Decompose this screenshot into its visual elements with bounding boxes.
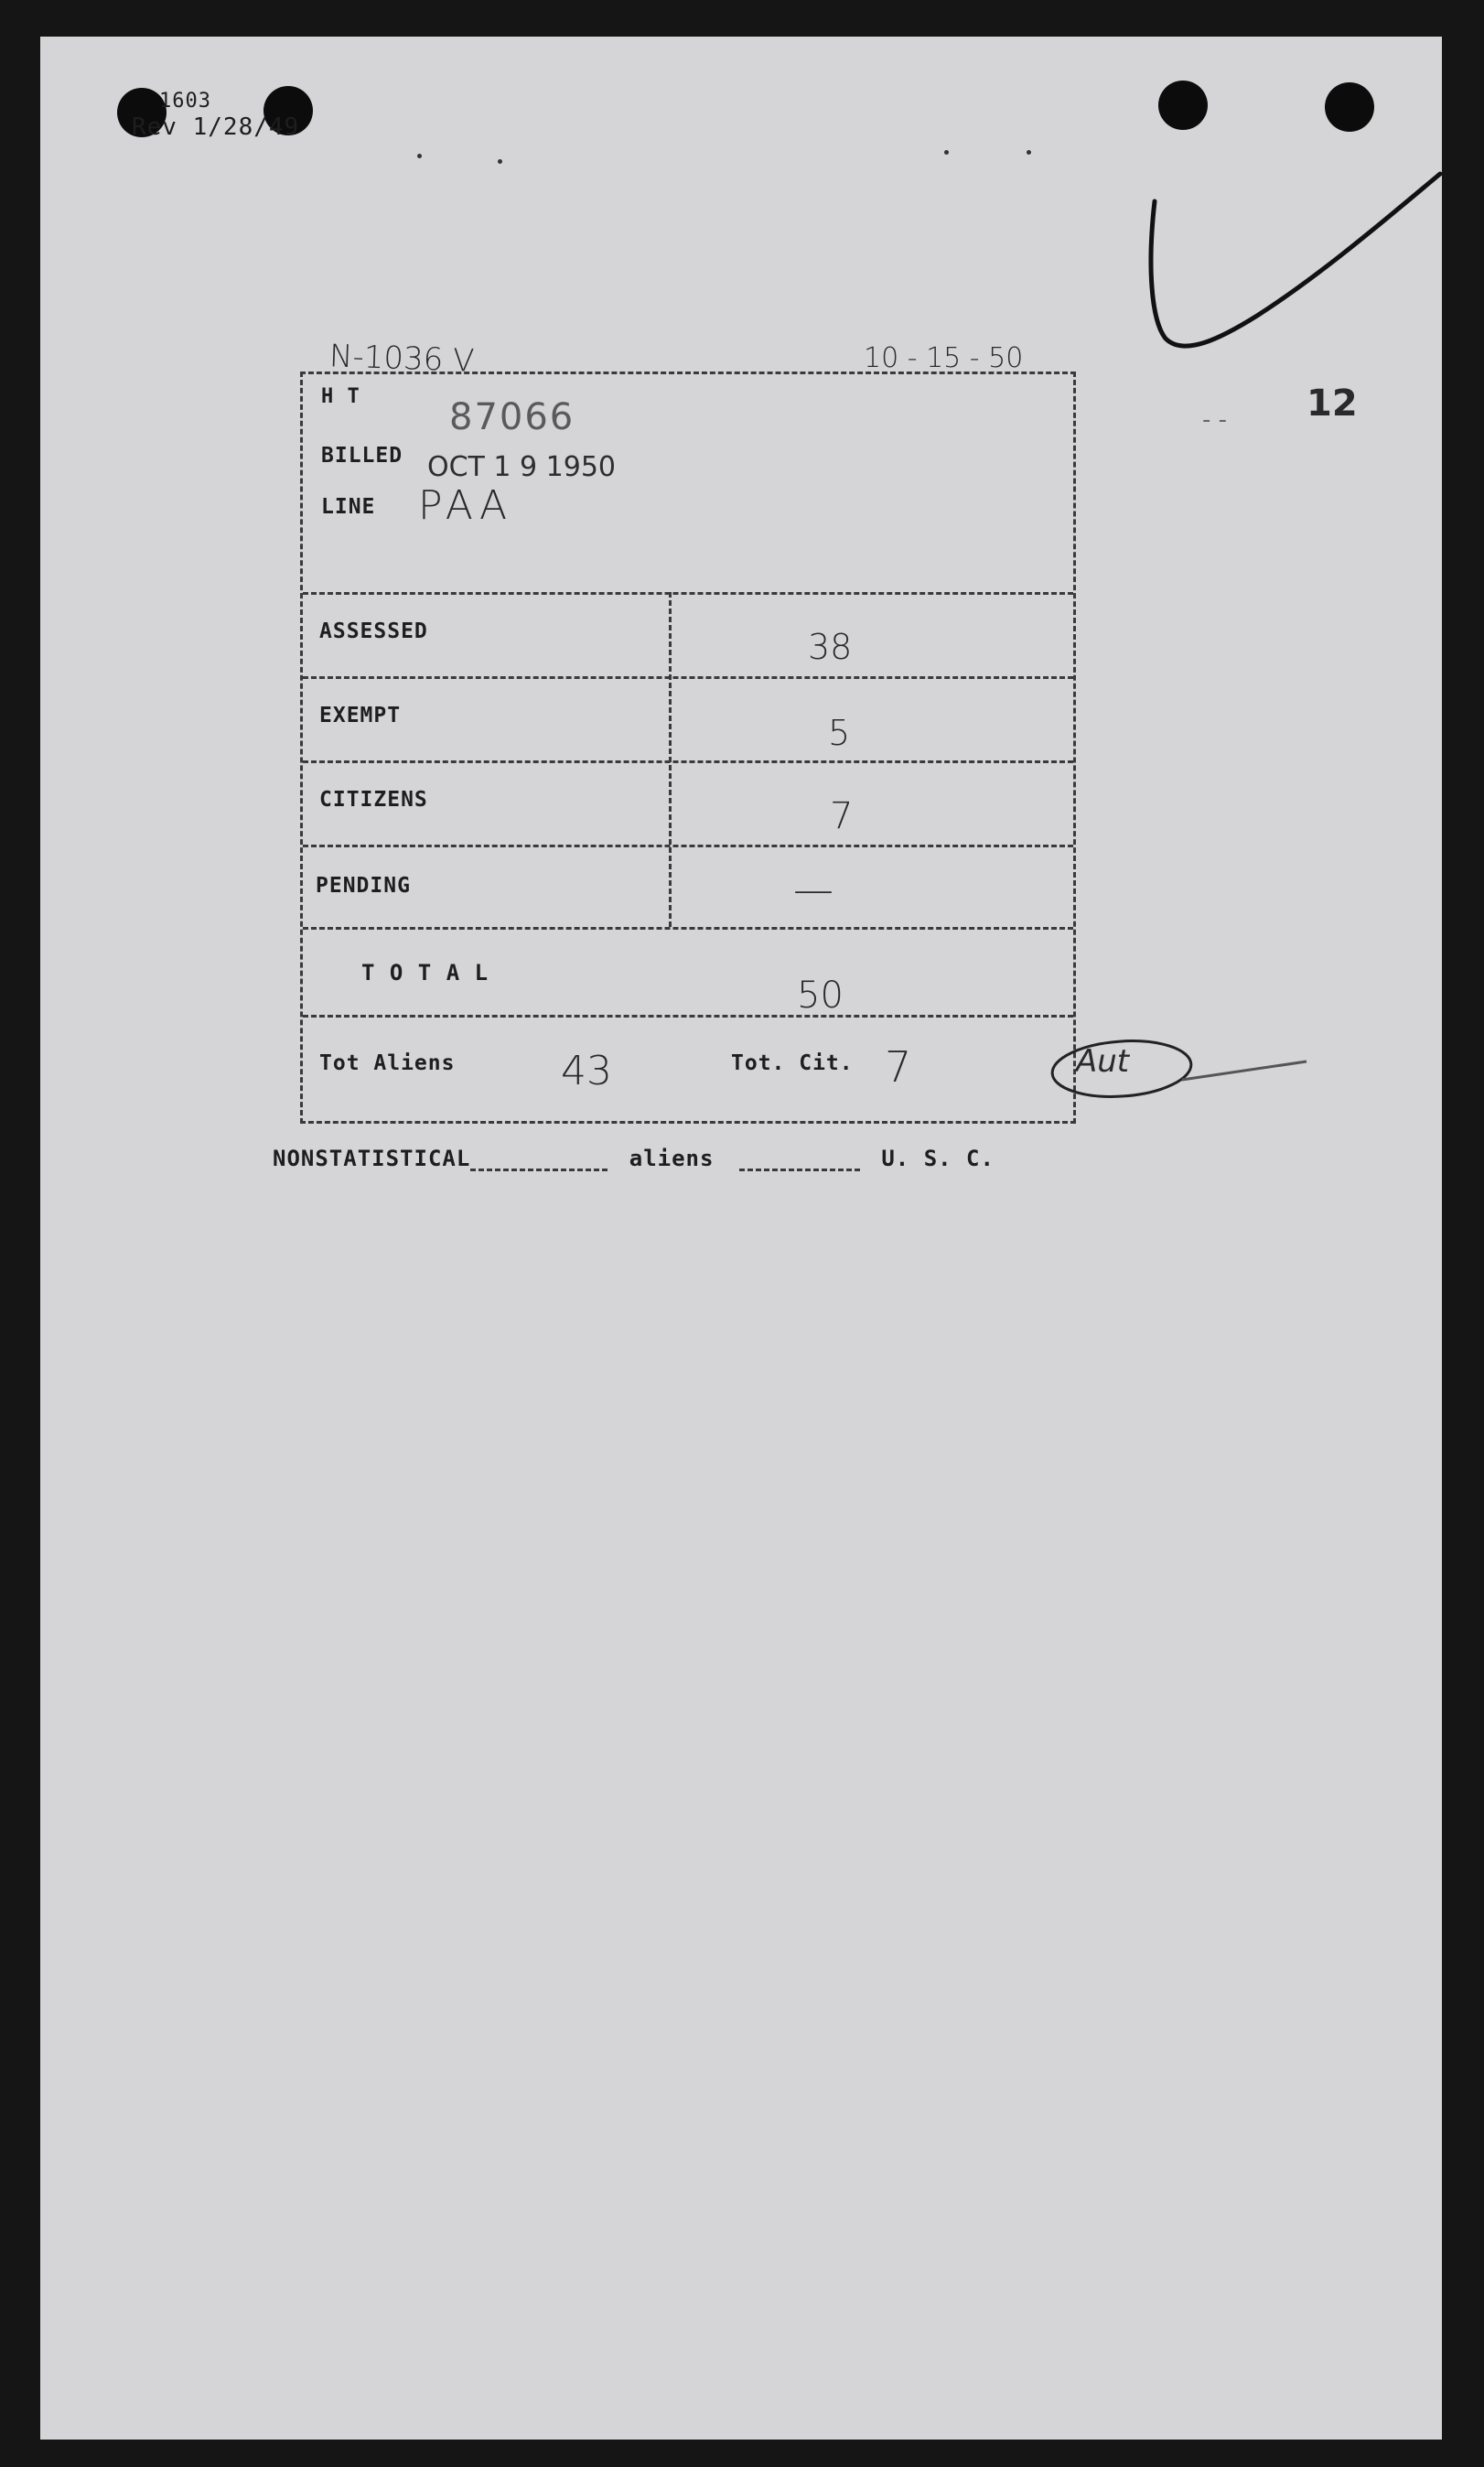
scan-speck <box>1027 150 1031 155</box>
rule <box>303 760 1073 763</box>
scan-speck <box>417 154 422 158</box>
nonstat-usc-blank <box>739 1169 860 1171</box>
tot-cit-label: Tot. Cit. <box>731 1051 854 1075</box>
tot-aliens-value: 43 <box>561 1048 612 1094</box>
rule <box>303 592 1073 595</box>
tot-cit-value: 7 <box>885 1042 912 1092</box>
nonstatistical-line <box>273 1146 995 1171</box>
document-page <box>40 37 1442 2440</box>
column-divider <box>669 592 672 927</box>
total-label: T O T A L <box>361 960 489 986</box>
form-code: 1603 <box>159 90 211 113</box>
rule <box>303 676 1073 679</box>
row-label-citizens: CITIZENS <box>319 788 428 812</box>
row-label-pending: PENDING <box>316 874 411 898</box>
scan-speck <box>498 159 502 164</box>
initials: Aut <box>1076 1043 1130 1080</box>
punch-hole-right-2 <box>1325 82 1374 132</box>
ht-number: 87066 <box>449 396 575 438</box>
date-handwritten: 10 - 15 - 50 <box>864 342 1024 374</box>
usc-label: U. S. C. <box>881 1146 995 1171</box>
form-revision: Rev 1/28/49 <box>132 113 300 141</box>
billed-label: BILLED <box>321 444 403 468</box>
row-label-exempt: EXEMPT <box>319 704 402 727</box>
line-value: PAA <box>418 482 513 529</box>
row-value-citizens: 7 <box>830 795 854 837</box>
tot-aliens-label: Tot Aliens <box>319 1051 456 1075</box>
punch-hole-right-1 <box>1158 81 1208 130</box>
billed-date-stamp: OCT 1 9 1950 <box>427 451 617 483</box>
tally-form <box>300 372 1076 1124</box>
row-value-pending: — <box>793 867 833 913</box>
row-value-exempt: 5 <box>828 713 851 753</box>
rule <box>303 927 1073 930</box>
nonstat-label: NONSTATISTICAL <box>273 1146 471 1171</box>
rule <box>303 1015 1073 1018</box>
page-number: 12 <box>1307 382 1358 425</box>
scan-speck <box>944 150 949 155</box>
page-dash: - - <box>1202 406 1228 434</box>
nonstat-aliens-blank <box>470 1169 608 1171</box>
file-number: N-1036 V <box>328 338 475 380</box>
row-value-assessed: 38 <box>808 627 853 667</box>
ht-label: H T <box>321 385 360 408</box>
aliens-label: aliens <box>629 1146 715 1171</box>
total-value: 50 <box>797 975 844 1017</box>
checkmark-icon <box>1138 128 1449 366</box>
line-label: LINE <box>321 495 376 519</box>
rule <box>303 845 1073 847</box>
row-label-assessed: ASSESSED <box>319 619 428 643</box>
